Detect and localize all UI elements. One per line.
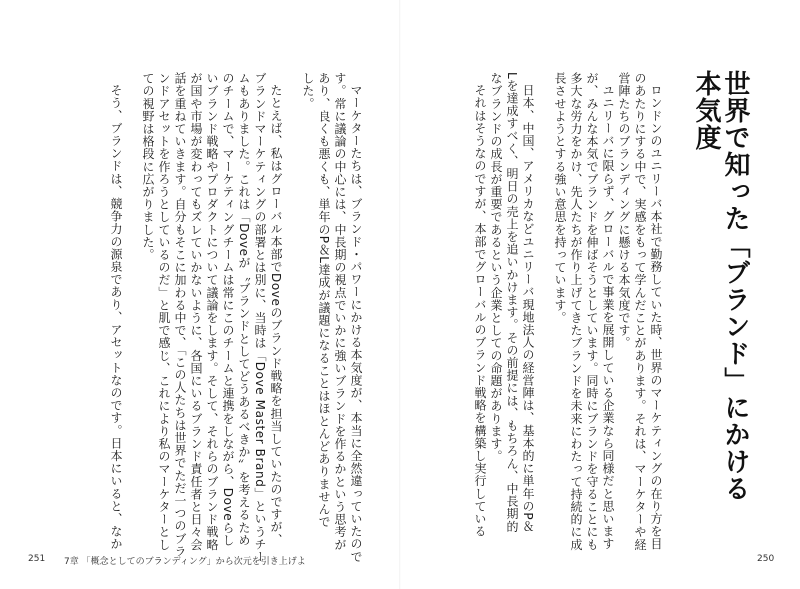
running-head: 7章 「概念としてのブランディング」から次元を引き上げよ xyxy=(64,557,306,567)
body-line: が国や市場が変わってもズレていかないように、各国にいるブランド責任者と日々会 xyxy=(189,72,203,551)
body-line: あり、良くも悪くも、単年のP＆L達成が議題になることはほとんどありませんで xyxy=(317,72,331,529)
body-line: ユニリーバに限らず、グローバルで事業を展開している企業なら同様だと思います xyxy=(601,84,615,551)
body-line: のあたりにする中で、実感をもって学んだことがあります。それは、マーケターや経 xyxy=(633,72,647,551)
page-number-left: 251 xyxy=(28,554,46,564)
body-line: なブランドの成長が重要であるという企業としての命題があります。 xyxy=(489,72,503,463)
section-heading-line-2: 本気度 xyxy=(691,70,721,151)
body-line: ンドアセットを作ろうとしているのだ」と肌で感じ、これにより私のマーケターとし xyxy=(157,72,171,551)
body-line: 日本、中国、アメリカなどユニリーバ現地法人の経営陣は、基本的に単年のP＆ xyxy=(521,84,535,533)
body-line: 長させようとする強い意思を持っています。 xyxy=(553,72,567,324)
body-line: のチームで、マーケティングチームは常にこのチームと連携をしながら、Doveらし xyxy=(221,72,235,547)
body-line: 多大な労力をかけ、先人たちが作り上げてきたブランドを未来にわたって持続的に成 xyxy=(569,72,583,551)
body-line: ての視野は格段に広がりました。 xyxy=(141,72,155,261)
body-line: す。常に議論の中心には、中長期の視点でいかに強いブランドを作るかという思考が xyxy=(333,72,347,551)
body-line: Lを達成すべく、明日の売上を追いかけます。その前提には、もちろん、中長期的 xyxy=(505,72,519,533)
section-heading-line-1: 世界で知った「ブランド」にかける xyxy=(720,70,750,502)
body-line: した。 xyxy=(301,72,315,110)
body-line: 営陣たちのブランディングに懸ける本気度です。 xyxy=(617,72,631,350)
body-line: ブランドマーケティングの部署とは別に、当時は「Dove Master Brand」というチー xyxy=(253,72,267,564)
body-line: ムもありました。これは「Doveが〝ブランドとしてどうあるべきか〟を考えるため xyxy=(237,72,251,547)
body-line: たとえば、私はグローバル本部でDoveのブランド戦略を担当していたのですが、 xyxy=(269,84,283,546)
body-line: それはそうなのですが、本部でグローバルのブランド戦略を構築し実行している xyxy=(473,84,487,538)
body-line: が、みんな本気でブランドを伸ばそうとしています。同時にブランドを守ることにも xyxy=(585,72,599,551)
body-line: ロンドンのユニリーバ本社で勤務していた時、世界のマーケティングの在り方を目 xyxy=(649,84,663,551)
body-line: 話を重ねていきます。自分もそこに加わる中で、「この人たちは世界でただ一つのブラ xyxy=(173,72,187,558)
page-number-right: 250 xyxy=(757,554,775,564)
body-line: そう、ブランドは、競争力の源泉であり、アセットなのです。日本にいると、なか xyxy=(109,84,123,551)
page-gutter xyxy=(399,0,401,589)
body-line: マーケターたちは、ブランド・パワーにかける本気度が、本当に全然違っていたので xyxy=(349,84,363,563)
body-line: いブランド戦略やプロダクトについて議論をします。そして、それらのブランド戦略 xyxy=(205,72,219,551)
